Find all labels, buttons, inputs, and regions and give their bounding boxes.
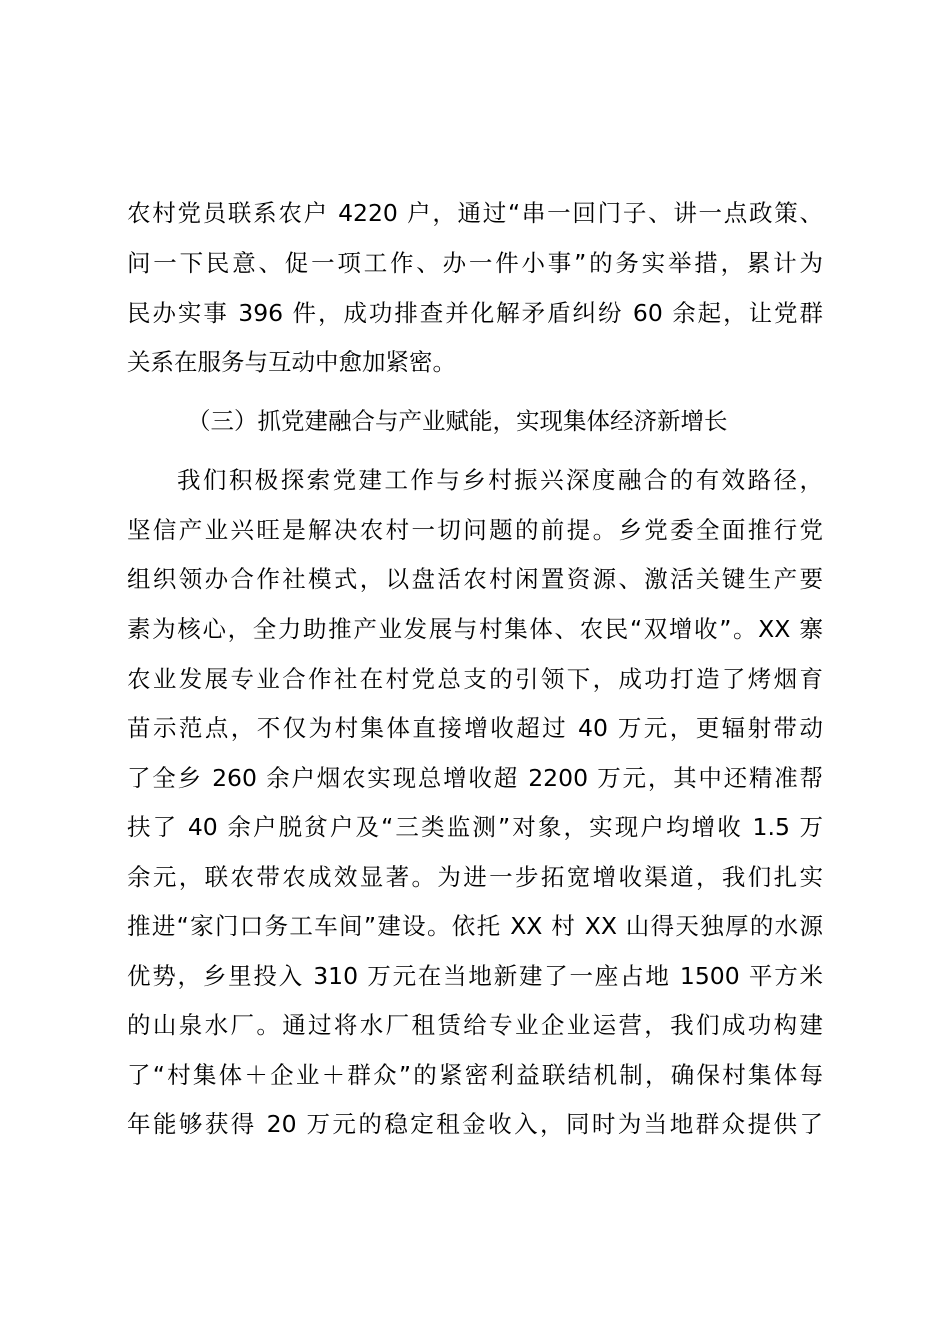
- paragraph-line: 了全乡 260 余户烟农实现总增收超 2200 万元，其中还精准帮: [127, 764, 823, 792]
- paragraph-line: 民办实事 396 件，成功排查并化解矛盾纠纷 60 余起，让党群: [127, 299, 823, 327]
- paragraph-line: 的山泉水厂。通过将水厂租赁给专业企业运营，我们成功构建: [127, 1011, 823, 1039]
- paragraph-line: 苗示范点，不仅为村集体直接增收超过 40 万元，更辐射带动: [127, 714, 823, 742]
- paragraph-line: 了“村集体＋企业＋群众”的紧密利益联结机制，确保村集体每: [127, 1061, 823, 1089]
- paragraph-line: 农业发展专业合作社在村党总支的引领下，成功打造了烤烟育: [127, 665, 823, 693]
- paragraph-line: 年能够获得 20 万元的稳定租金收入，同时为当地群众提供了: [127, 1110, 823, 1138]
- section-heading: （三）抓党建融合与产业赋能，实现集体经济新增长: [187, 407, 728, 435]
- paragraph-line: 推进“家门口务工车间”建设。依托 XX 村 XX 山得天独厚的水源: [127, 912, 823, 940]
- paragraph-line: 问一下民意、促一项工作、办一件小事”的务实举措，累计为: [127, 249, 823, 277]
- paragraph-line: 关系在服务与互动中愈加紧密。: [127, 348, 456, 376]
- paragraph-line: 组织领办合作社模式，以盘活农村闲置资源、激活关键生产要: [127, 565, 823, 593]
- paragraph-line: 我们积极探索党建工作与乡村振兴深度融合的有效路径，: [177, 466, 823, 494]
- paragraph-line: 素为核心，全力助推产业发展与村集体、农民“双增收”。XX 寨: [127, 615, 823, 643]
- paragraph-line: 优势，乡里投入 310 万元在当地新建了一座占地 1500 平方米: [127, 962, 823, 990]
- paragraph-line: 余元，联农带农成效显著。为进一步拓宽增收渠道，我们扎实: [127, 863, 823, 891]
- paragraph-line: 农村党员联系农户 4220 户，通过“串一回门子、讲一点政策、: [127, 199, 823, 227]
- paragraph-line: 坚信产业兴旺是解决农村一切问题的前提。乡党委全面推行党: [127, 516, 823, 544]
- paragraph-line: 扶了 40 余户脱贫户及“三类监测”对象，实现户均增收 1.5 万: [127, 813, 823, 841]
